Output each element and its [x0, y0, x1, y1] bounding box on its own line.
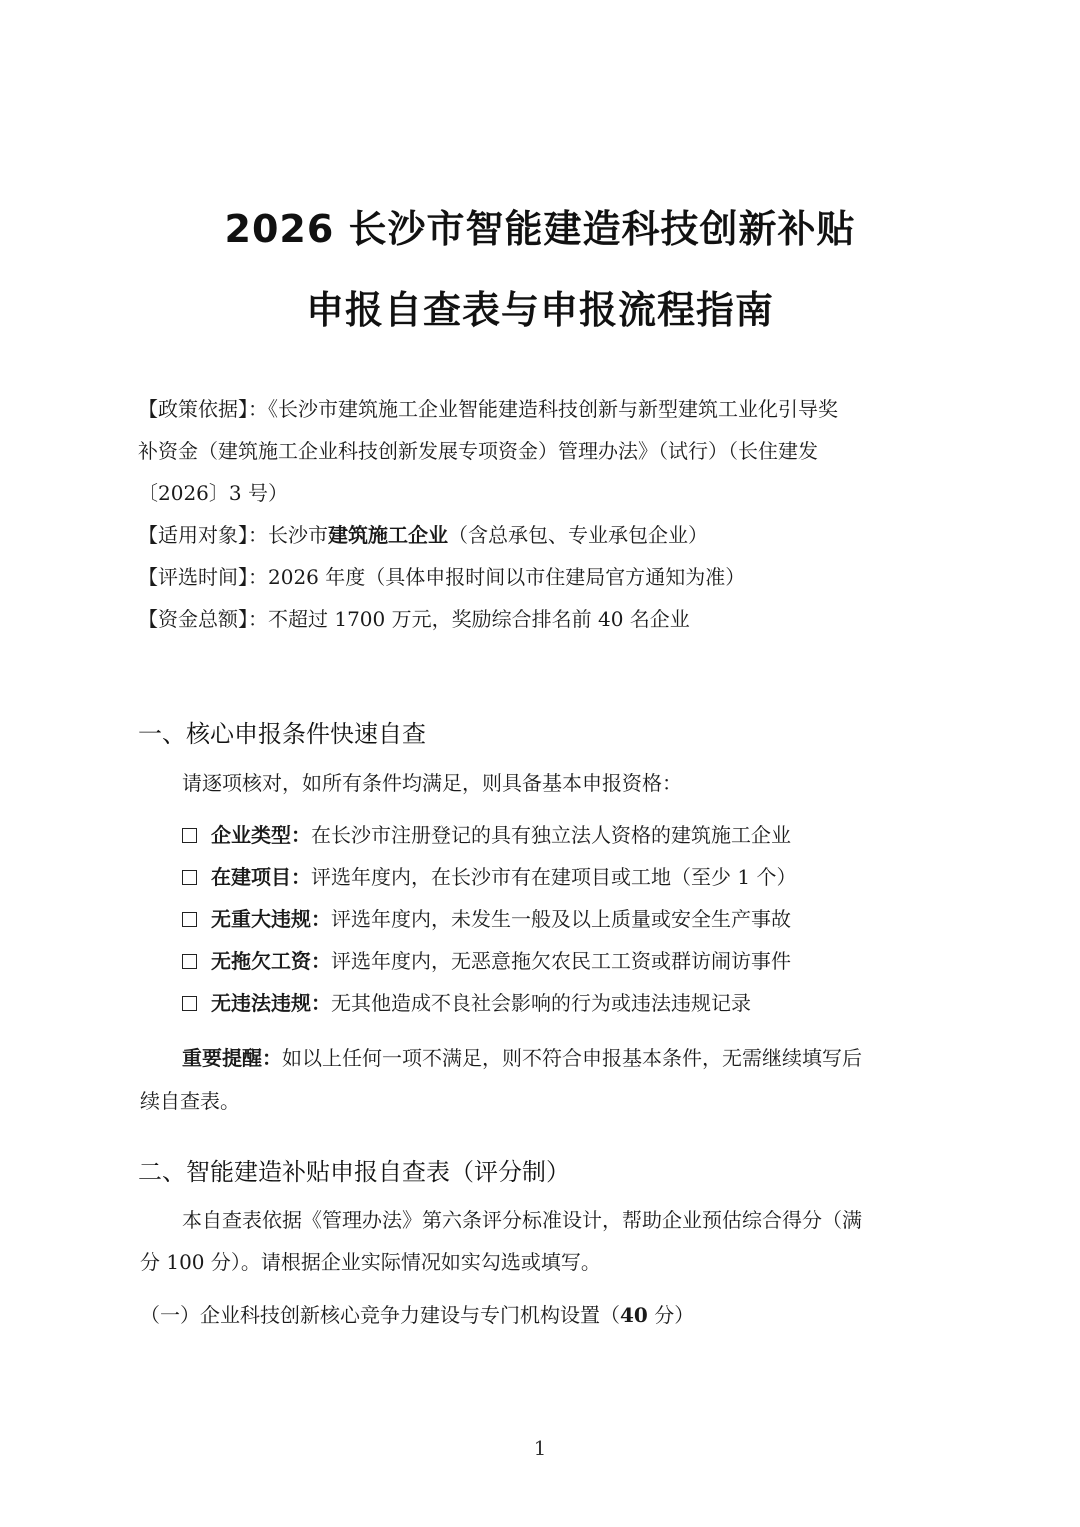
- reminder-text: 如以上任何一项不满足，则不符合申报基本条件，无需继续填写后: [282, 1046, 862, 1070]
- check-item-no-wage-arrears[interactable]: [182, 948, 791, 974]
- check-item-label: 无违法违规：: [211, 991, 331, 1015]
- policy-basis-line2: 补资金（建筑施工企业科技创新发展专项资金）管理办法》（试行）（长住建发: [138, 439, 818, 463]
- check-item-label: 在建项目：: [211, 865, 311, 889]
- check-item-text: 评选年度内，未发生一般及以上质量或安全生产事故: [331, 907, 791, 931]
- policy-basis-line1: [138, 396, 838, 422]
- policy-basis-text-1: 《长沙市建筑施工企业智能建造科技创新与新型建筑工业化引导奖: [268, 397, 838, 421]
- check-item-text: 无其他造成不良社会影响的行为或违法违规记录: [331, 991, 751, 1015]
- checkbox[interactable]: [182, 870, 197, 885]
- check-item-no-illegal[interactable]: [182, 990, 751, 1016]
- section2-heading: 二、智能建造补贴申报自查表（评分制）: [138, 1158, 570, 1186]
- policy-basis-key: 【政策依据】：: [138, 397, 268, 421]
- checkbox[interactable]: [182, 996, 197, 1011]
- target-value-post: （含总承包、专业承包企业）: [448, 523, 708, 547]
- check-item-enterprise-type[interactable]: [182, 822, 791, 848]
- target-value-pre: 长沙市: [268, 523, 328, 547]
- check-item-label: 企业类型：: [211, 823, 311, 847]
- checkbox[interactable]: [182, 912, 197, 927]
- time-value: 2026 年度（具体申报时间以市住建局官方通知为准）: [268, 565, 746, 589]
- fund-key: 【资金总额】：: [138, 607, 268, 631]
- section2-intro-line1: 本自查表依据《管理办法》第六条评分标准设计，帮助企业预估综合得分（满: [182, 1208, 862, 1232]
- check-item-no-violation[interactable]: [182, 906, 791, 932]
- document-title-line2: 申报自查表与申报流程指南: [305, 288, 774, 332]
- section1-intro: 请逐项核对，如所有条件均满足，则具备基本申报资格：: [182, 771, 682, 795]
- section2-subheading-1: [140, 1302, 694, 1328]
- target-line: [138, 522, 708, 548]
- reminder-label: 重要提醒：: [182, 1046, 282, 1070]
- check-item-text: 评选年度内，无恶意拖欠农民工工资或群访闹访事件: [331, 949, 791, 973]
- page-number: 1: [533, 1436, 547, 1460]
- subheading-unit: 分）: [647, 1303, 695, 1327]
- check-item-label: 无拖欠工资：: [211, 949, 331, 973]
- fund-value: 不超过 1700 万元，奖励综合排名前 40 名企业: [268, 607, 690, 631]
- time-line: [138, 564, 745, 590]
- policy-basis-line3: 〔2026〕3 号）: [138, 481, 288, 505]
- target-value-bold: 建筑施工企业: [328, 523, 448, 547]
- time-key: 【评选时间】：: [138, 565, 268, 589]
- fund-line: [138, 606, 690, 632]
- subheading-text: （一）企业科技创新核心竞争力建设与专门机构设置（: [140, 1303, 620, 1327]
- section2-intro-line2: 分 100 分）。请根据企业实际情况如实勾选或填写。: [140, 1250, 601, 1274]
- document-title-line1: 2026 长沙市智能建造科技创新补贴: [224, 207, 856, 251]
- subheading-score: 40: [620, 1303, 648, 1327]
- checkbox[interactable]: [182, 954, 197, 969]
- check-item-text: 在长沙市注册登记的具有独立法人资格的建筑施工企业: [311, 823, 791, 847]
- check-item-project[interactable]: [182, 864, 796, 890]
- section1-heading: 一、核心申报条件快速自查: [138, 720, 426, 748]
- check-item-text: 评选年度内，在长沙市有在建项目或工地（至少 1 个）: [311, 865, 797, 889]
- checkbox[interactable]: [182, 828, 197, 843]
- target-key: 【适用对象】：: [138, 523, 268, 547]
- check-item-label: 无重大违规：: [211, 907, 331, 931]
- reminder-line1: [182, 1045, 862, 1071]
- reminder-line2: 续自查表。: [140, 1089, 240, 1113]
